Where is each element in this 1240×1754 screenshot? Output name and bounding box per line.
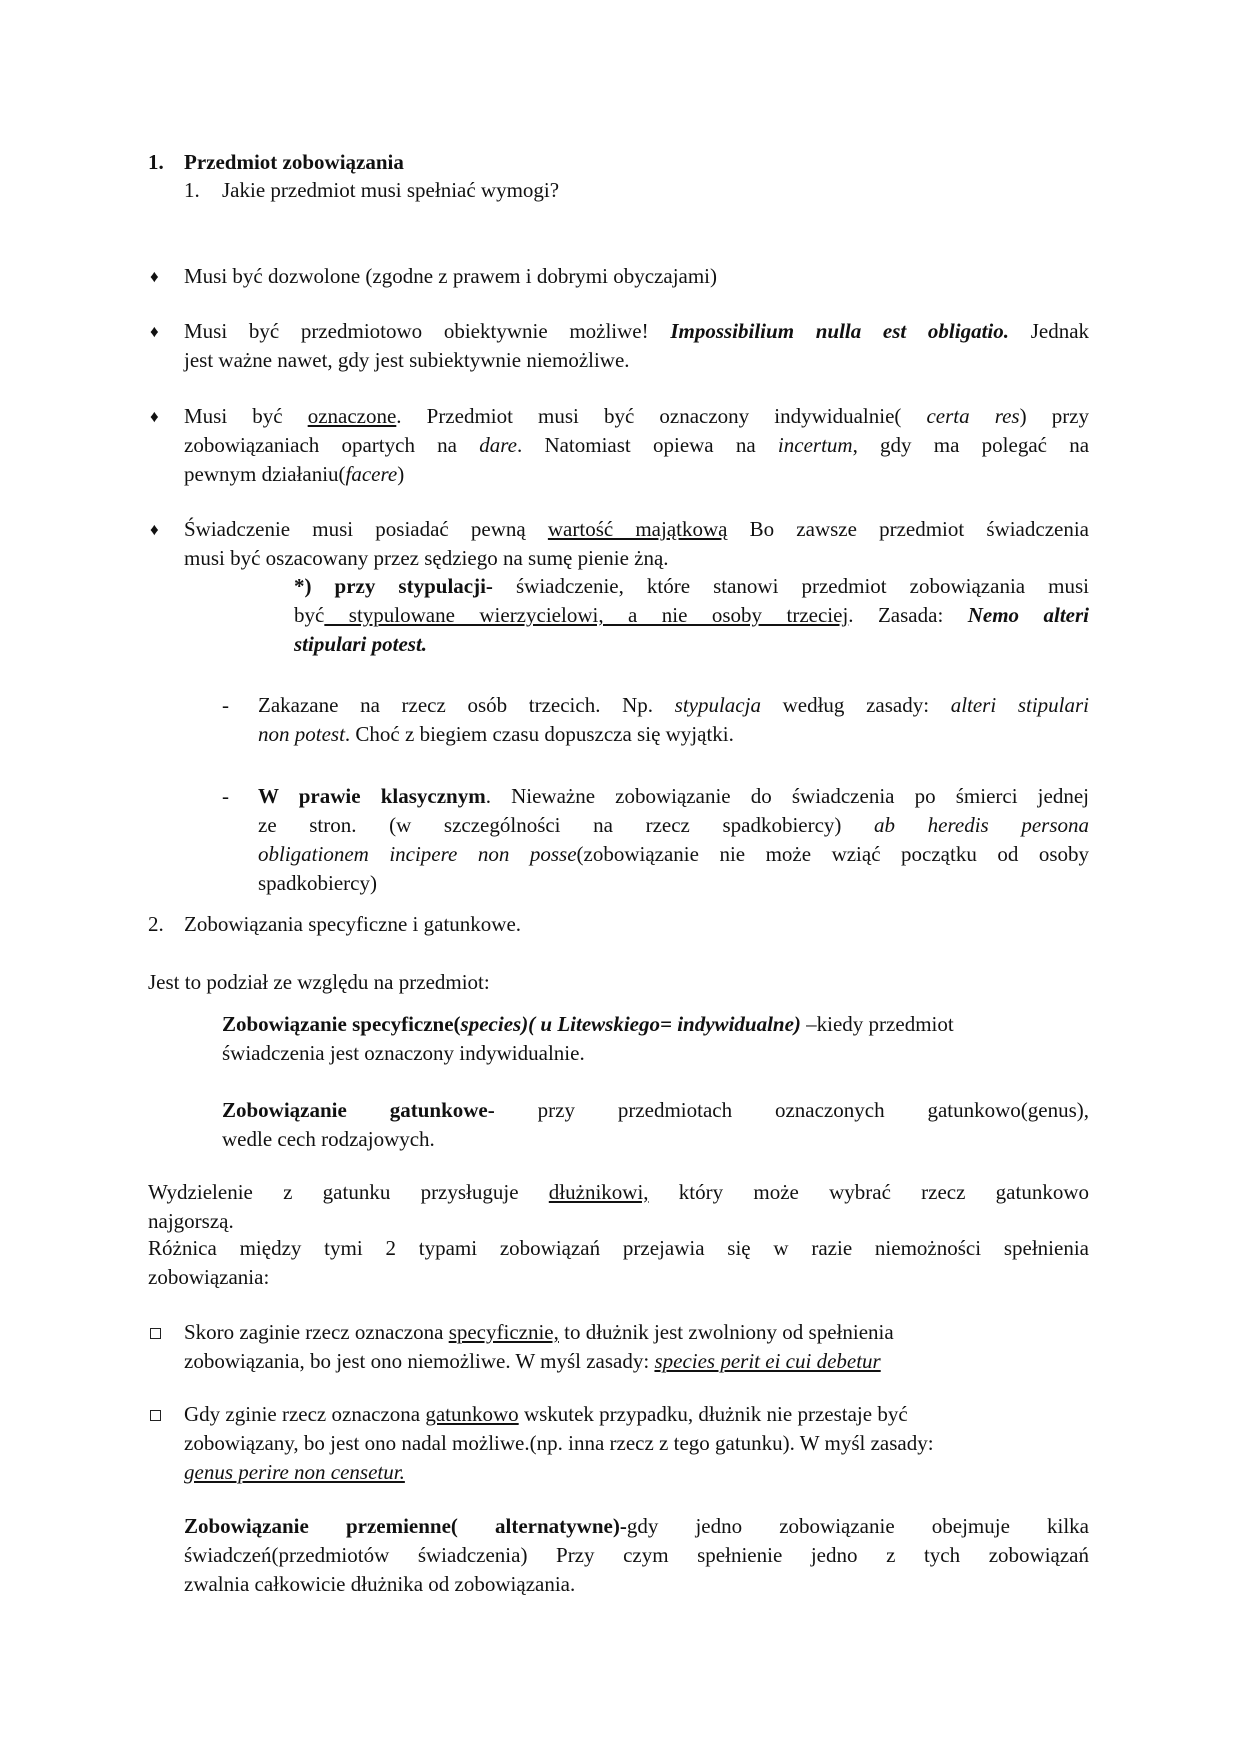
dash-marker: -	[222, 693, 229, 717]
section-2-title: Zobowiązania specyficzne i gatunkowe.	[184, 912, 522, 936]
requirement-3	[184, 402, 1089, 489]
dash-marker: -	[222, 784, 229, 808]
dash-item-1-line-1: Zakazane na rzecz osób trzecich. Np. stypulacja według zasady: alteri stipulari	[258, 693, 1090, 717]
stipulation-line-3: stipulari potest.	[294, 632, 428, 656]
specific-line-2: świadczenia jest oznaczony indywidualnie.	[222, 1041, 585, 1065]
requirement-2	[184, 317, 1089, 375]
alternative-line-3: zwalnia całkowicie dłużnika od zobowiązania.	[184, 1572, 576, 1596]
case-1-line-1: Skoro zaginie rzecz oznaczona specyficznie, to dłużnik jest zwolniony od spełnienia	[184, 1320, 894, 1344]
alternative-obligation	[184, 1512, 1089, 1599]
dash-item-2-line-4: spadkobiercy)	[258, 871, 377, 895]
section-title	[184, 148, 404, 177]
separation-line-1: Wydzielenie z gatunku przysługuje dłużnikowi, który może wybrać rzecz gatunkowo	[148, 1180, 1089, 1204]
difference-paragraph	[148, 1234, 1089, 1292]
case-1-line-2: zobowiązania, bo jest ono niemożliwe. W myśl zasady: species perit ei cui debetur	[184, 1349, 881, 1373]
requirement-3-line-2: zobowiązaniach opartych na dare. Natomiast opiewa na incertum, gdy ma polegać na	[184, 433, 1090, 457]
requirement-4-line-2: musi być oszacowany przez sędziego na sumę pienie żną.	[184, 546, 669, 570]
subquestion-text: Jakie przedmiot musi spełniać wymogi?	[222, 178, 560, 202]
specific-line-1: Zobowiązanie specyficzne(species)( u Litewskiego= indywidualne) –kiedy przedmiot	[222, 1012, 954, 1036]
stipulation-line-2: być stypulowane wierzycielowi, a nie osoby trzeciej. Zasada: Nemo alteri	[294, 603, 1089, 627]
dash-item-2-line-2: ze stron. (w szczególności na rzecz spadkobiercy) ab heredis persona	[258, 813, 1089, 837]
section-number-text: 1.	[148, 150, 164, 174]
requirement-3-line-1: Musi być oznaczone. Przedmiot musi być oznaczony indywidualnie( certa res) przy	[184, 404, 1090, 428]
requirement-4	[184, 515, 1089, 573]
stipulation-note	[294, 572, 1089, 659]
dash-item-2-line-3: obligationem incipere non posse(zobowiązanie nie może wziąć początku od osoby	[258, 842, 1089, 866]
generic-obligation	[222, 1096, 1089, 1154]
checkbox-square-icon	[150, 1328, 161, 1339]
bullet-diamond-icon: ♦	[150, 520, 159, 539]
section-2-number: 2.	[148, 912, 164, 936]
case-generic-loss	[184, 1400, 1089, 1487]
subquestion-number: 1.	[184, 178, 200, 202]
alternative-line-1: Zobowiązanie przemienne( alternatywne)-gdy jedno zobowiązanie obejmuje kilka	[184, 1514, 1089, 1538]
specific-obligation	[222, 1010, 1089, 1068]
requirement-4-line-1: Świadczenie musi posiadać pewną wartość majątkową Bo zawsze przedmiot świadczenia	[184, 517, 1089, 541]
alternative-line-2: świadczeń(przedmiotów świadczenia) Przy czym spełnienie jedno z tych zobowiązań	[184, 1543, 1089, 1567]
separation-paragraph	[148, 1178, 1089, 1236]
stipulation-line-1: *) przy stypulacji- świadczenie, które stanowi przedmiot zobowiązania musi	[294, 574, 1089, 598]
case-specific-loss	[184, 1318, 1089, 1376]
case-2-line-3: genus perire non censetur.	[184, 1460, 405, 1484]
dash-item-2-line-1: W prawie klasycznym. Nieważne zobowiązanie do świadczenia po śmierci jednej	[258, 784, 1089, 808]
bullet-diamond-icon: ♦	[150, 322, 159, 341]
section-title-text: Przedmiot zobowiązania	[184, 150, 404, 174]
case-2-line-2: zobowiązany, bo jest ono nadal możliwe.(np. inna rzecz z tego gatunku). W myśl zasady:	[184, 1431, 934, 1455]
case-2-line-1: Gdy zginie rzecz oznaczona gatunkowo wskutek przypadku, dłużnik nie przestaje być	[184, 1402, 908, 1426]
requirement-1: Musi być dozwolone (zgodne z prawem i dobrymi obyczajami)	[184, 264, 718, 288]
dash-item-1-line-2: non potest. Choć z biegiem czasu dopuszcza się wyjątki.	[258, 722, 734, 746]
generic-line-2: wedle cech rodzajowych.	[222, 1127, 435, 1151]
requirement-3-line-3: pewnym działaniu(facere)	[184, 462, 405, 486]
checkbox-square-icon	[150, 1410, 161, 1421]
dash-item-2	[258, 782, 1089, 898]
bullet-diamond-icon: ♦	[150, 267, 159, 286]
requirement-2-line-1: Musi być przedmiotowo obiektywnie możliwe! Impossibilium nulla est obligatio. Jednak	[184, 319, 1090, 343]
difference-line-1: Różnica między tymi 2 typami zobowiązań przejawia się w razie niemożności spełnienia	[148, 1236, 1089, 1260]
separation-line-2: najgorszą.	[148, 1209, 234, 1233]
dash-item-1	[258, 691, 1089, 749]
generic-line-1: Zobowiązanie gatunkowe- przy przedmiotach oznaczonych gatunkowo(genus),	[222, 1098, 1090, 1122]
bullet-diamond-icon: ♦	[150, 407, 159, 426]
intro-text: Jest to podział ze względu na przedmiot:	[148, 970, 490, 994]
requirement-2-line-2: jest ważne nawet, gdy jest subiektywnie niemożliwe.	[184, 348, 630, 372]
difference-line-2: zobowiązania:	[148, 1265, 270, 1289]
section-number	[148, 148, 164, 177]
